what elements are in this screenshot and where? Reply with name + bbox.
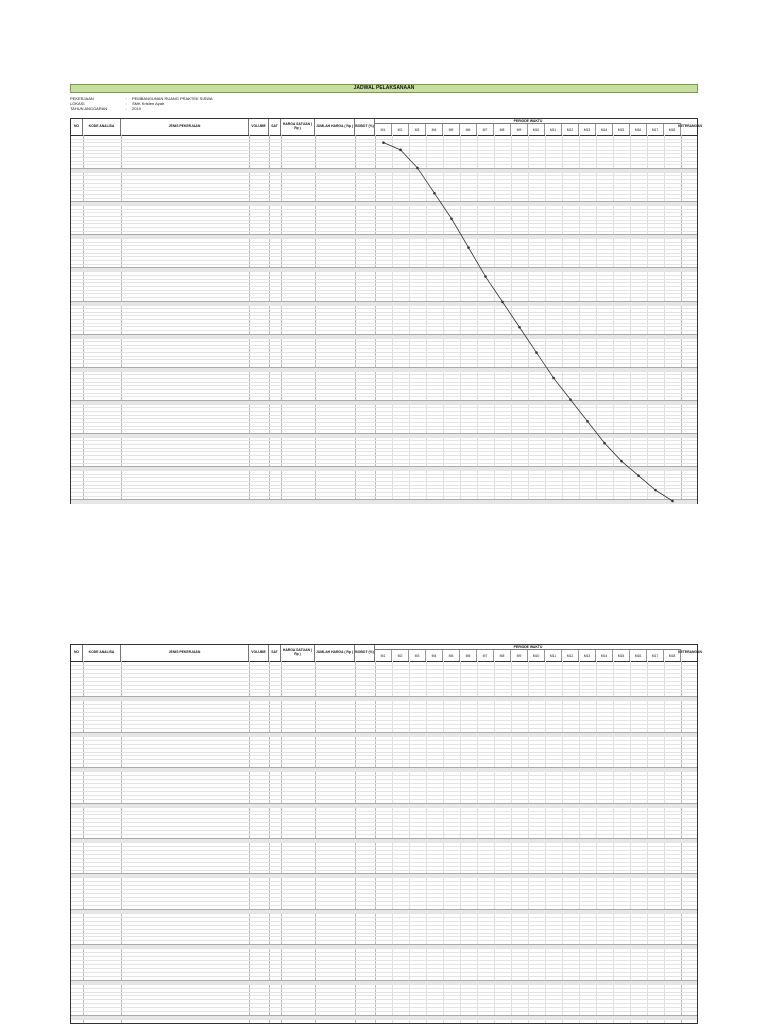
col-jenis: JENIS PEKERJAAN bbox=[121, 119, 249, 135]
s-curve-point-M9 bbox=[518, 326, 521, 329]
schedule-sheet-1 bbox=[70, 84, 702, 504]
month-cell: M13 bbox=[579, 124, 596, 135]
meta-value: PEMBANGUNAN RUANG PRAKTEK SISWA bbox=[132, 96, 213, 101]
month-cell: M8 bbox=[494, 650, 511, 661]
month-cell: M7 bbox=[477, 124, 494, 135]
col-volume: VOLUME bbox=[249, 645, 269, 661]
col-no: NO bbox=[71, 645, 83, 661]
month-cell: M9 bbox=[511, 650, 528, 661]
col-volume: VOLUME bbox=[249, 119, 269, 135]
month-cell: M11 bbox=[545, 650, 562, 661]
col-bobot: BOBOT (%) bbox=[355, 645, 375, 661]
month-cell: M15 bbox=[613, 650, 630, 661]
table-header bbox=[71, 645, 702, 662]
month-cell: M4 bbox=[426, 124, 443, 135]
month-cell: M3 bbox=[409, 650, 426, 661]
month-cell: M8 bbox=[494, 124, 511, 135]
col-jumlah: JUMLAH HARGA ( Rp ) bbox=[315, 645, 355, 661]
s-curve-point-M5 bbox=[450, 217, 453, 220]
col-periode: PERIODE WAKTU bbox=[375, 119, 681, 124]
project-meta bbox=[70, 96, 290, 111]
col-sat: SAT bbox=[269, 119, 281, 135]
s-curve-point-M18 bbox=[671, 500, 674, 503]
month-cell: M17 bbox=[647, 650, 664, 661]
month-cell: M16 bbox=[630, 650, 647, 661]
s-curve-point-M1 bbox=[382, 141, 385, 144]
col-periode: PERIODE WAKTU bbox=[375, 645, 681, 650]
sheet-title: JADWAL PELAKSANAAN bbox=[70, 84, 698, 93]
s-curve-point-M10 bbox=[535, 351, 538, 354]
s-curve-point-M2 bbox=[399, 149, 402, 152]
meta-value: 2019 bbox=[132, 106, 141, 111]
month-cell: M18 bbox=[664, 650, 681, 661]
table-header bbox=[71, 119, 702, 136]
col-sat: SAT bbox=[269, 645, 281, 661]
s-curve-1 bbox=[375, 135, 681, 505]
month-cell: M2 bbox=[392, 650, 409, 661]
s-curve-point-M3 bbox=[416, 167, 419, 170]
table-body bbox=[71, 661, 697, 1023]
s-curve-point-M8 bbox=[501, 301, 504, 304]
month-cell: M5 bbox=[443, 650, 460, 661]
s-curve-point-M12 bbox=[569, 398, 572, 401]
month-cell: M18 bbox=[664, 124, 681, 135]
month-cell: M17 bbox=[647, 124, 664, 135]
month-cell: M7 bbox=[477, 650, 494, 661]
col-harga: HARGA SATUAN ( Rp ) bbox=[281, 119, 315, 135]
s-curve-point-M13 bbox=[586, 420, 589, 423]
s-curve-point-M17 bbox=[654, 489, 657, 492]
month-cell: M5 bbox=[443, 124, 460, 135]
month-cell: M13 bbox=[579, 650, 596, 661]
s-curve-point-M7 bbox=[484, 275, 487, 278]
meta-label: PEKERJAAN bbox=[70, 96, 94, 101]
month-cell: M1 bbox=[375, 124, 392, 135]
month-cell: M6 bbox=[460, 124, 477, 135]
month-cell: M14 bbox=[596, 124, 613, 135]
s-curve-point-M11 bbox=[552, 377, 555, 380]
col-keterangan: KETERANGAN bbox=[678, 650, 702, 655]
month-cell: M10 bbox=[528, 124, 545, 135]
schedule-table bbox=[70, 118, 702, 504]
month-cell: M9 bbox=[511, 124, 528, 135]
col-kode: KODE ANALISA bbox=[83, 119, 121, 135]
month-cell: M15 bbox=[613, 124, 630, 135]
schedule-sheet-2 bbox=[70, 644, 702, 1024]
meta-label: TAHUN ANGGARAN bbox=[70, 106, 108, 111]
meta-row-year: TAHUN ANGGARAN : 2019 bbox=[70, 106, 141, 111]
col-bobot: BOBOT (%) bbox=[355, 119, 375, 135]
col-harga: HARGA SATUAN ( Rp ) bbox=[281, 645, 315, 661]
s-curve-point-M14 bbox=[603, 442, 606, 445]
col-jumlah: JUMLAH HARGA ( Rp ) bbox=[315, 119, 355, 135]
s-curve-point-M6 bbox=[467, 246, 470, 249]
month-cell: M1 bbox=[375, 650, 392, 661]
month-cell: M12 bbox=[562, 650, 579, 661]
col-no: NO bbox=[71, 119, 83, 135]
col-kode: KODE ANALISA bbox=[83, 645, 121, 661]
s-curve-point-M16 bbox=[637, 474, 640, 477]
meta-value: SMK Kristen Ayah bbox=[132, 101, 165, 106]
month-cell: M11 bbox=[545, 124, 562, 135]
month-cell: M12 bbox=[562, 124, 579, 135]
meta-label: LOKASI bbox=[70, 101, 85, 106]
month-cell: M10 bbox=[528, 650, 545, 661]
schedule-table bbox=[70, 644, 702, 1024]
col-jenis: JENIS PEKERJAAN bbox=[121, 645, 249, 661]
s-curve-point-M4 bbox=[433, 192, 436, 195]
meta-row-location: LOKASI : SMK Kristen Ayah bbox=[70, 101, 165, 106]
month-cell: M2 bbox=[392, 124, 409, 135]
col-keterangan: KETERANGAN bbox=[678, 124, 702, 129]
meta-row-project: PEKERJAAN : PEMBANGUNAN RUANG PRAKTEK SISWA bbox=[70, 96, 213, 101]
month-cell: M6 bbox=[460, 650, 477, 661]
month-cell: M4 bbox=[426, 650, 443, 661]
month-cell: M16 bbox=[630, 124, 647, 135]
table-body bbox=[71, 135, 697, 503]
month-cell: M14 bbox=[596, 650, 613, 661]
month-cell: M3 bbox=[409, 124, 426, 135]
s-curve-point-M15 bbox=[620, 460, 623, 463]
s-curve-line bbox=[384, 143, 673, 501]
